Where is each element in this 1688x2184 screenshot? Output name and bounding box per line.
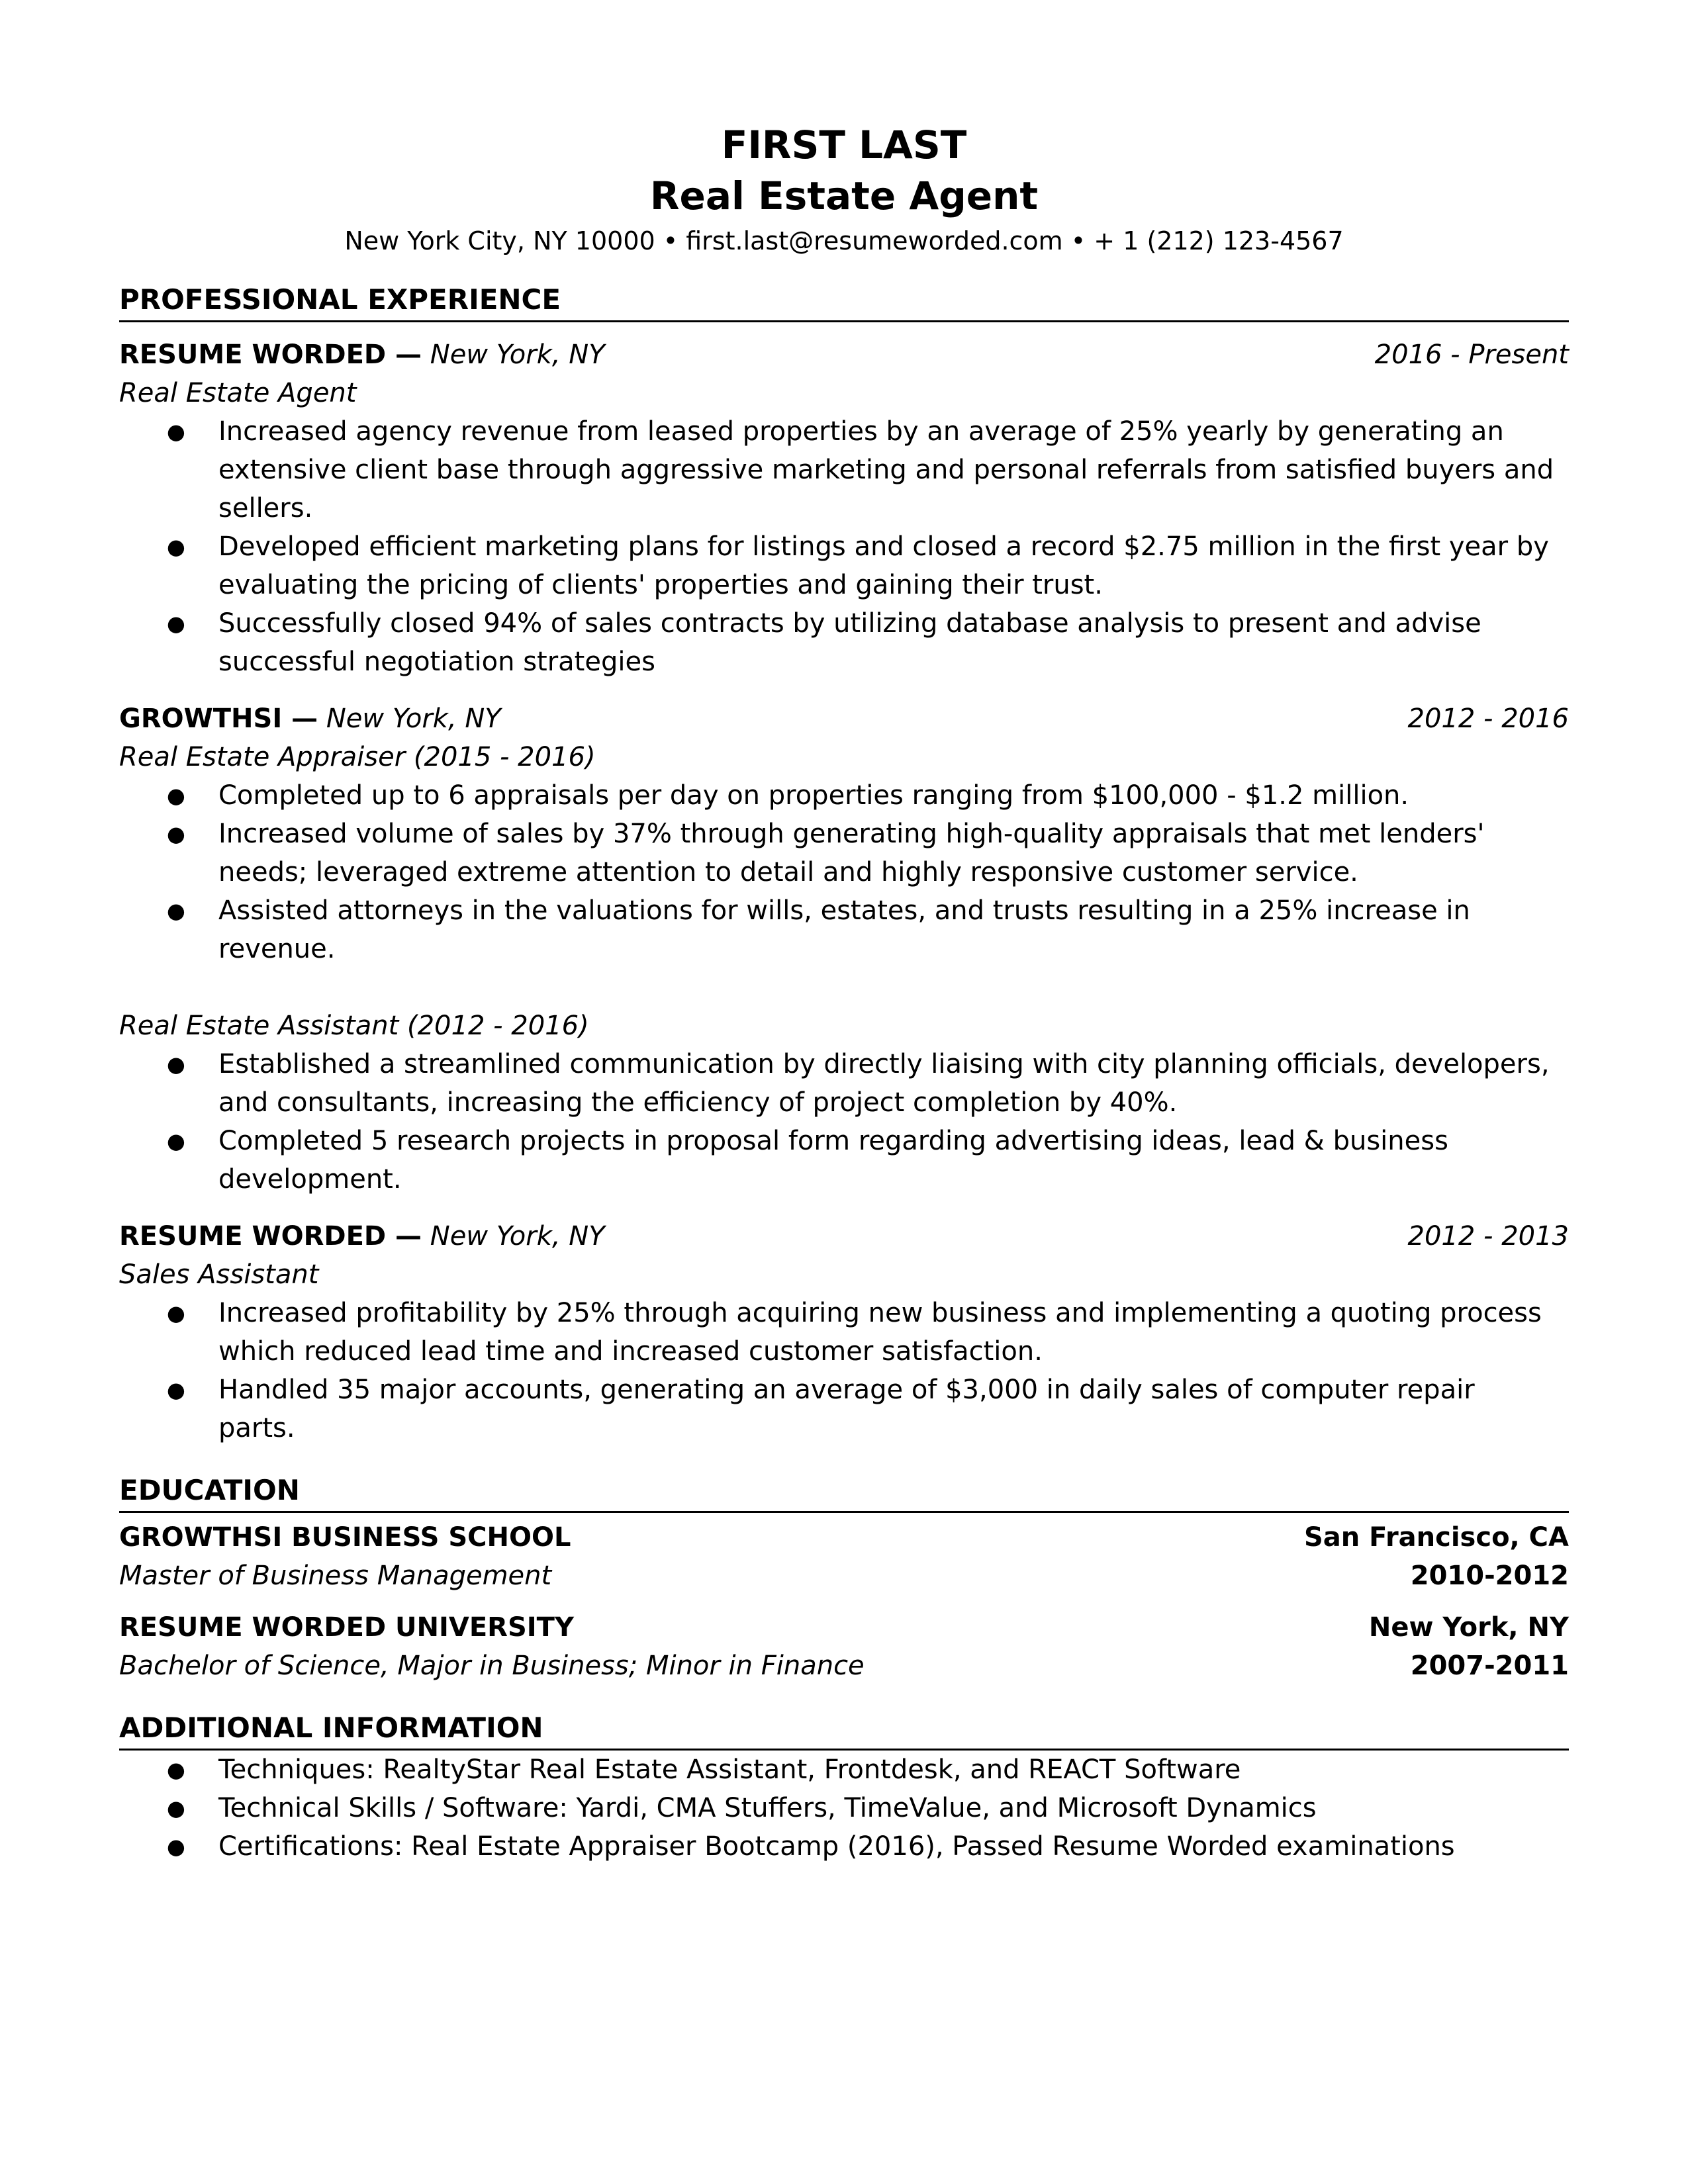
school-years: 2007-2011: [1410, 1651, 1569, 1681]
education-entry: [119, 1518, 1569, 1595]
bullet-item: ● Techniques: RealtyStar Real Estate Assistant, Frontdesk, and REACT Software: [119, 1751, 1569, 1789]
job-company: RESUME WORDED —: [119, 1221, 422, 1251]
candidate-role: Real Estate Agent: [649, 173, 1039, 218]
contact-line: New York City, NY 10000 • first.last@resumeworded.com • + 1 (212) 123-4567: [344, 226, 1344, 255]
experience-heading: PROFESSIONAL EXPERIENCE: [119, 281, 1569, 322]
job-header: [119, 700, 1569, 738]
job-location: New York, NY: [318, 704, 501, 734]
job-title: Sales Assistant: [119, 1259, 319, 1290]
job-bullets: [119, 412, 1569, 681]
school-name: GROWTHSI BUSINESS SCHOOL: [119, 1522, 571, 1553]
job-dates: 2012 - 2013: [1407, 1221, 1569, 1251]
bullet-item: ● Established a streamlined communication by directly liaising with city planning officials, developers, and consultants, increasing the efficiency of project completion by 40%.: [119, 1045, 1569, 1122]
job-title-secondary: Real Estate Assistant (2012 - 2016): [119, 1011, 589, 1041]
bullet-item: ● Handled 35 major accounts, generating an average of $3,000 in daily sales of computer repair parts.: [119, 1371, 1569, 1447]
school-name: RESUME WORDED UNIVERSITY: [119, 1612, 574, 1643]
job-dates: 2016 - Present: [1374, 340, 1569, 370]
job-header: [119, 1217, 1569, 1255]
job-company: GROWTHSI —: [119, 704, 318, 734]
job-entry: [119, 1217, 1569, 1447]
school-years: 2010-2012: [1410, 1561, 1569, 1591]
candidate-name: FIRST LAST: [721, 122, 967, 167]
school-location: New York, NY: [1368, 1612, 1569, 1643]
additional-list: [119, 1751, 1569, 1866]
job-dates: 2012 - 2016: [1407, 704, 1569, 734]
job-bullets: [119, 776, 1569, 968]
job-location: New York, NY: [422, 340, 605, 370]
bullet-item: ● Completed up to 6 appraisals per day on properties ranging from $100,000 - $1.2 million.: [119, 776, 1569, 815]
degree: Master of Business Management: [119, 1561, 552, 1591]
bullet-item: ● Developed efficient marketing plans for listings and closed a record $2.75 million in the first year by evaluating the pricing of clients' properties and gaining their trust.: [119, 527, 1569, 604]
job-title: Real Estate Agent: [119, 378, 357, 408]
education-entry: [119, 1608, 1569, 1685]
bullet-item: ● Successfully closed 94% of sales contracts by utilizing database analysis to present and advise successful negotiation strategies: [119, 604, 1569, 681]
job-bullets: [119, 1294, 1569, 1447]
job-bullets-secondary: [119, 1045, 1569, 1199]
job-header: [119, 336, 1569, 374]
job-entry: [119, 700, 1569, 1199]
bullet-item: ● Assisted attorneys in the valuations for wills, estates, and trusts resulting in a 25% increase in revenue.: [119, 891, 1569, 968]
bullet-item: ● Technical Skills / Software: Yardi, CMA Stuffers, TimeValue, and Microsoft Dynamics: [119, 1789, 1569, 1827]
bullet-item: ● Completed 5 research projects in proposal form regarding advertising ideas, lead & business development.: [119, 1122, 1569, 1199]
bullet-item: ● Increased agency revenue from leased properties by an average of 25% yearly by generating an extensive client base through aggressive marketing and personal referrals from satisfied buyers and sellers.: [119, 412, 1569, 527]
school-location: San Francisco, CA: [1303, 1522, 1569, 1553]
job-title: Real Estate Appraiser (2015 - 2016): [119, 742, 596, 772]
bullet-item: ● Increased volume of sales by 37% through generating high-quality appraisals that met lenders' needs; leveraged extreme attention to detail and highly responsive customer service.: [119, 815, 1569, 891]
resume-page: [119, 119, 1569, 1866]
job-entry: [119, 336, 1569, 681]
job-company: RESUME WORDED —: [119, 340, 422, 370]
education-heading: EDUCATION: [119, 1471, 1569, 1513]
bullet-item: ● Increased profitability by 25% through acquiring new business and implementing a quoting process which reduced lead time and increased customer satisfaction.: [119, 1294, 1569, 1371]
degree: Bachelor of Science, Major in Business; Minor in Finance: [119, 1651, 865, 1681]
resume-header: [119, 119, 1569, 259]
job-location: New York, NY: [422, 1221, 605, 1251]
additional-heading: ADDITIONAL INFORMATION: [119, 1709, 1569, 1751]
bullet-item: ● Certifications: Real Estate Appraiser Bootcamp (2016), Passed Resume Worded examinations: [119, 1827, 1569, 1866]
